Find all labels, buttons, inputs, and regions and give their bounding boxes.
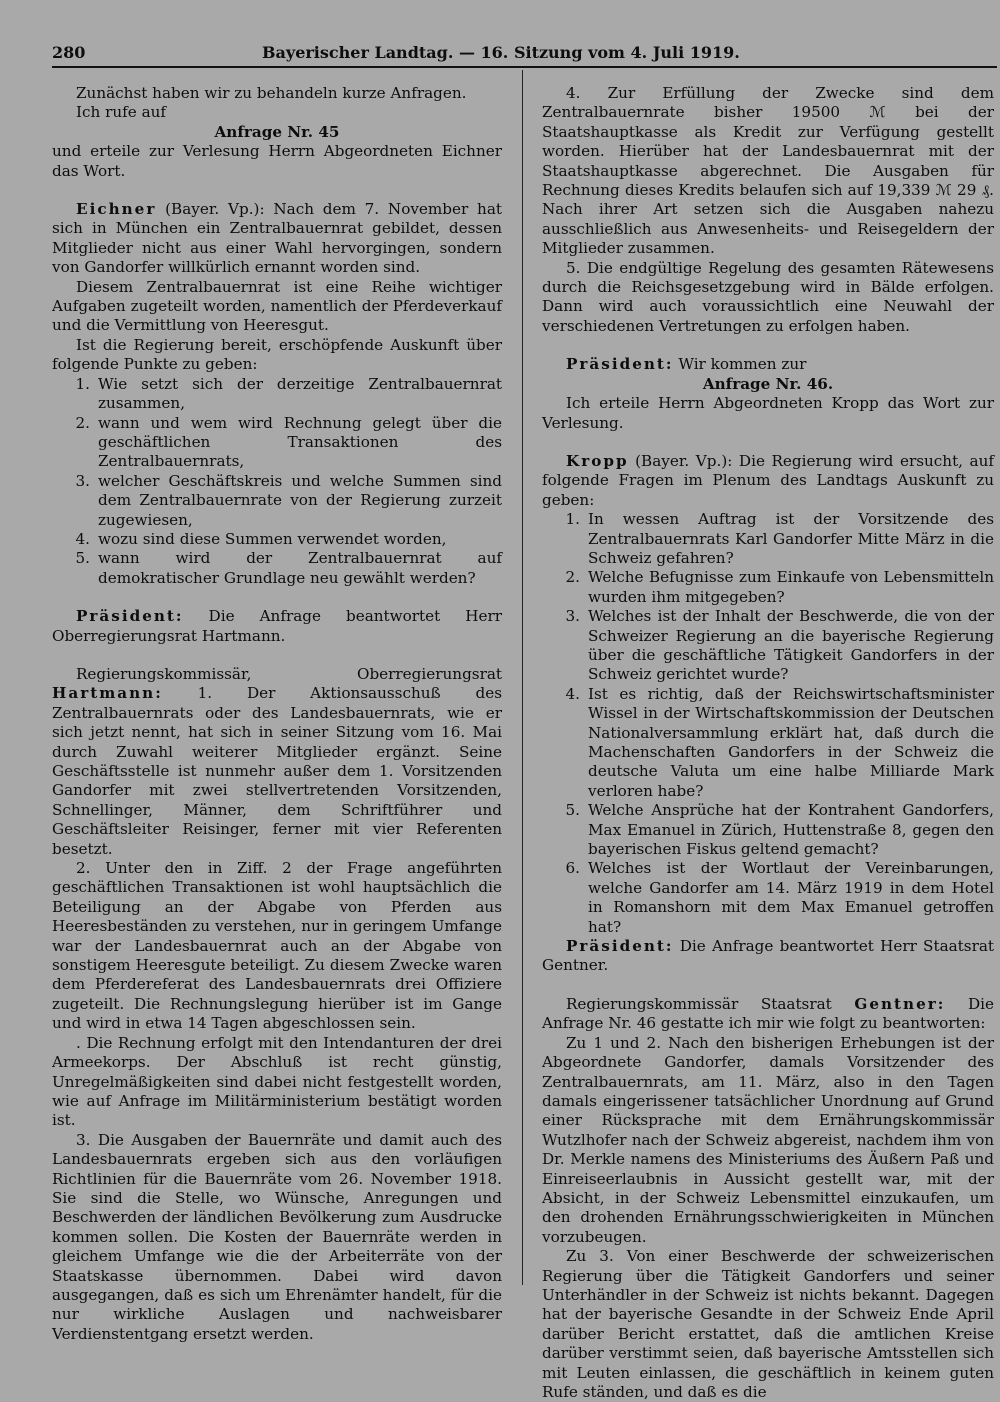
page-number: 280 <box>52 43 86 62</box>
speaker-name: Präsident: <box>566 355 674 374</box>
paragraph: Ich rufe auf <box>76 103 167 122</box>
speaker-name: Präsident: <box>566 937 674 956</box>
paragraph: und erteile zur Verlesung Herrn Abgeordneten Eichner das Wort. <box>52 142 502 180</box>
list-item: 2. Welche Befugnisse zum Einkaufe von Lebensmitteln wurden ihm mitgegeben? <box>565 568 994 606</box>
speech-text: Die Anfrage beantwortet Herr Oberregierungsrat Hartmann. <box>52 607 502 645</box>
list-item: 6. Welches ist der Wortlaut der Vereinbarungen, welche Gandorfer am 14. März 1919 in dem Hotel in Romanshorn mit dem Max Emanuel getroffen hat? <box>565 859 994 936</box>
speech-text: Die Anfrage beantwortet Herr Staatsrat Gentner. <box>542 937 994 975</box>
speech-text: Wir kommen zur <box>673 355 807 374</box>
list-item: 3. welcher Geschäftskreis und welche Summen sind dem Zentralbauernrate von der Regierung zurzeit zugewiesen, <box>75 471 502 529</box>
left-column <box>52 84 502 1344</box>
speech-president <box>542 355 994 374</box>
speaker-name: Präsident: <box>76 607 184 626</box>
list-item: 5. Welche Ansprüche hat der Kontrahent Gandorfers, Max Emanuel in Zürich, Huttenstraße 8, gegen den bayerischen Fiskus geltend gemacht? <box>565 801 994 859</box>
speech-hartmann <box>52 665 502 859</box>
speech-kropp <box>542 452 994 510</box>
speech-president <box>52 607 502 646</box>
paragraph: 5. Die endgültige Regelung des gesamten Rätewesens durch die Reichsgesetzgebung wird in Bälde erfolgen. Dann wird auch voraussichtlich eine Neuwahl der verschiedenen Vertretungen zu erfolgen haben. <box>542 258 994 335</box>
list-item: 4. wozu sind diese Summen verwendet worden, <box>75 529 447 548</box>
paragraph: 3. Die Ausgaben der Bauernräte und damit auch des Landesbauernrats ergeben sich aus den vorläufigen Richtlinien für die Bauernräte vom 26. November 1918. Sie sind die Stelle, wo Wünsche, Anregungen und Beschwerden der ländlichen Bevölkerung zum Ausdrucke kommen sollen. Die Kosten der Bauernräte werden in gleichem Umfange wie die der Arbeiterräte von der Staatskasse übernommen. Dabei wird davon ausgegangen, daß es sich um Ehrenämter handelt, für die nur wirkliche Auslagen und nachweisbarer Verdienstentgang ersetzt werden. <box>52 1130 502 1343</box>
paragraph: Zunächst haben wir zu behandeln kurze Anfragen. <box>76 84 467 102</box>
speech-gentner <box>542 995 994 1034</box>
question-list <box>542 510 994 937</box>
list-item: 3. Welches ist der Inhalt der Beschwerde, die von der Schweizer Regierung an die bayerische Regierung über die geschäftliche Tätigkeit Gandorfers in der Schweiz gerichtet wurde? <box>565 607 994 684</box>
paragraph: 4. Zur Erfüllung der Zwecke sind dem Zentralbauernrate bisher 19500 ℳ bei der Staatshauptkasse als Kredit zur Verfügung gestellt worden. Hierüber hat der Landesbauernrat mit der Staatshauptkasse abgerechnet. Die Ausgaben für Rechnung dieses Kredits belaufen sich auf 19,339 ℳ 29 ₰. Nach ihrer Art setzen sich die Ausgaben nahezu ausschließlich aus Anwesenheits- und Reisegeldern der Mitglieder zusammen. <box>542 84 994 258</box>
paragraph: Diesem Zentralbauernrat ist eine Reihe wichtiger Aufgaben zugeteilt worden, namentlich der Pferdeverkauf und die Vermittlung von Heeresgut. <box>52 277 502 335</box>
speaker-name: Gentner: <box>854 994 946 1013</box>
question-list <box>52 375 502 588</box>
section-heading: Anfrage Nr. 46. <box>702 374 834 393</box>
column-divider <box>522 70 523 1285</box>
paragraph: Zu 1 und 2. Nach den bisherigen Erhebungen ist der Abgeordnete Gandorfer, damals Vorsitzender des Zentralbauernrats, am 11. März, also in den Tagen damals eingerissener tatsächlicher Unordnung auf Grund einer Rücksprache mit dem Ernährungskommissär Wutzlhofer nach der Schweiz abgereist, nachdem ihm von Dr. Merkle namens des Ministeriums des Äußern Paß und Einreiseerlaubnis in Aussicht gestellt war, mit der Absicht, in der Schweiz Lebensmittel einzukaufen, um den drohenden Ernährungsschwierigkeiten in München vorzubeugen. <box>542 1033 994 1246</box>
speaker-role: Regierungskommissär Staatsrat <box>566 994 855 1013</box>
speaker-name: Eichner <box>76 200 157 219</box>
speech-text: (Bayer. Vp.): Nach dem 7. November hat sich in München ein Zentralbauernrat gebildet, dessen Mitglieder nicht aus einer Wahl hervorgingen, sondern von Gandorfer willkürlich ernannt worden sind. <box>52 200 502 277</box>
paragraph: . Die Rechnung erfolgt mit den Intendanturen der drei Armeekorps. Der Abschluß ist recht günstig, Unregelmäßigkeiten sind dabei nicht festgestellt worden, wie auf Anfrage im Militärministerium bestätigt worden ist. <box>52 1033 502 1130</box>
header-rule <box>52 66 997 68</box>
paragraph: Ist die Regierung bereit, erschöpfende Auskunft über folgende Punkte zu geben: <box>52 335 502 374</box>
speech-text: Die Anfrage Nr. 46 gestatte ich mir wie folgt zu beantworten: <box>542 994 994 1033</box>
speaker-name: Hartmann: <box>52 684 163 703</box>
list-item: 2. wann und wem wird Rechnung gelegt über die geschäftlichen Transaktionen des Zentralbauernrats, <box>75 413 502 471</box>
speaker-name: Kropp <box>566 451 629 470</box>
list-item: 5. wann wird der Zentralbauernrat auf demokratischer Grundlage neu gewählt werden? <box>75 549 502 587</box>
page-header <box>52 40 992 66</box>
section-heading: Anfrage Nr. 45 <box>214 122 340 141</box>
speech-text: (Bayer. Vp.): Die Regierung wird ersucht, auf folgende Fragen im Plenum des Landtags Auskunft zu geben: <box>542 451 994 509</box>
right-column <box>542 84 994 1402</box>
speaker-role: Regierungskommissär, Oberregierungsrat <box>76 664 502 683</box>
paragraph: Ich erteile Herrn Abgeordneten Kropp das Wort zur Verlesung. <box>542 394 994 432</box>
speech-eichner <box>52 200 502 278</box>
paragraph: 2. Unter den in Ziff. 2 der Frage angeführten geschäftlichen Transaktionen ist wohl hauptsächlich die Beteiligung an der Abgabe von Pferden aus Heeresbeständen zu verstehen, nur in geringem Umfange war der Landesbauernrat auch an der Abgabe von sonstigem Heeresgute beteiligt. Zu diesem Zwecke waren dem Pferdereferat des Landesbauernrats drei Offiziere zugeteilt. Die Rechnungslegung hierüber ist im Gange und wird in etwa 14 Tagen abgeschlossen sein. <box>52 859 502 1033</box>
speech-president <box>542 937 994 976</box>
list-item: 1. Wie setzt sich der derzeitige Zentralbauernrat zusammen, <box>75 374 502 413</box>
paragraph: Zu 3. Von einer Beschwerde der schweizerischen Regierung über die Tätigkeit Gandorfers und seiner Unterhändler in der Schweiz ist nichts bekannt. Dagegen hat der bayerische Gesandte in der Schweiz Ende April darüber Bericht erstattet, daß die amtlichen Kreise darüber verstimmt seien, daß bayerische Amtsstellen sich mit Leuten einlassen, die geschäftlich in keinem guten Rufe ständen, und daß es die <box>542 1247 994 1401</box>
speech-text: 1. Der Aktionsausschuß des Zentralbauernrats oder des Landesbauernrats, wie er sich jetzt nennt, hat sich in seiner Sitzung vom 16. Mai durch Zuwahl weiterer Mitglieder ergänzt. Seine Geschäftsstelle ist nunmehr außer dem 1. Vorsitzenden Gandorfer mit zwei stellvertretenden Vorsitzenden, Schnellinger, Männer, dem Schriftführer und Geschäftsleiter Reisinger, ferner mit vier Referenten besetzt. <box>52 684 502 858</box>
running-title: Bayerischer Landtag. — 16. Sitzung vom 4. Juli 1919. <box>262 43 740 62</box>
list-item: 4. Ist es richtig, daß der Reichswirtschaftsminister Wissel in der Wirtschaftskommission der Deutschen Nationalversammlung erklärt hat, daß durch die Machenschaften Gandorfers in der Schweiz die deutsche Valuta um eine halbe Milliarde Mark verloren habe? <box>565 684 994 800</box>
list-item: 1. In wessen Auftrag ist der Vorsitzende des Zentralbauernrats Karl Gandorfer Mitte März in die Schweiz gefahren? <box>565 510 994 567</box>
